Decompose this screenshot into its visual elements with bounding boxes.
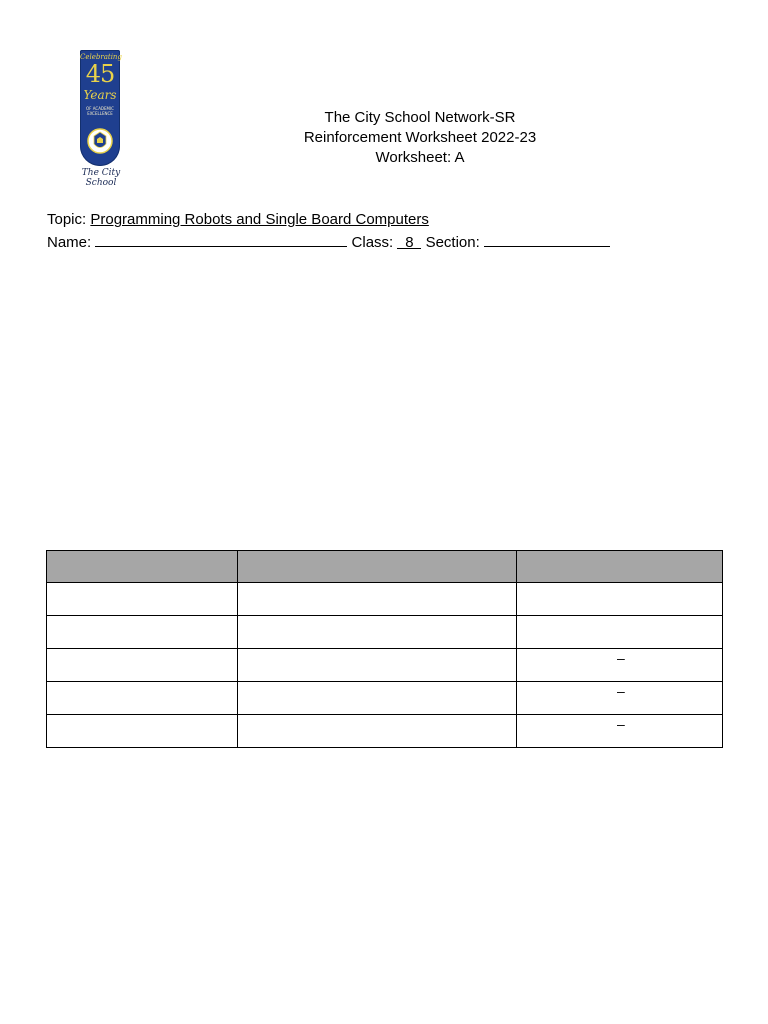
topic-value: Programming Robots and Single Board Computers xyxy=(90,211,429,228)
table-cell[interactable] xyxy=(47,715,238,748)
table-cell[interactable] xyxy=(238,649,517,682)
table-cell[interactable] xyxy=(517,649,723,682)
table-cell[interactable] xyxy=(517,616,723,649)
table-cell[interactable] xyxy=(238,583,517,616)
table-cell[interactable] xyxy=(238,682,517,715)
logo-small-text: OF ACADEMIC EXCELLENCE xyxy=(86,106,114,116)
table-row xyxy=(47,649,723,682)
table-row xyxy=(47,583,723,616)
table-cell[interactable] xyxy=(517,583,723,616)
table-row xyxy=(47,715,723,748)
class-label: Class: xyxy=(351,234,394,251)
class-value: 8 xyxy=(405,234,414,251)
name-field[interactable] xyxy=(95,232,347,247)
table-cell[interactable] xyxy=(47,583,238,616)
cell-mark: – xyxy=(617,683,625,699)
logo-caption: The City School xyxy=(81,168,121,188)
section-label: Section: xyxy=(425,234,480,251)
table-cell[interactable] xyxy=(47,616,238,649)
worksheet-label: Worksheet: A xyxy=(375,149,465,166)
section-field[interactable] xyxy=(484,232,610,247)
topic-label: Topic: xyxy=(47,211,87,228)
cell-mark: – xyxy=(617,650,625,666)
table-header-cell xyxy=(238,551,517,583)
worksheet-title: Reinforcement Worksheet 2022-23 xyxy=(303,129,537,146)
school-network-title: The City School Network-SR xyxy=(324,109,516,126)
table-cell[interactable] xyxy=(47,649,238,682)
table-header-row xyxy=(47,551,723,583)
cell-mark: – xyxy=(617,716,625,732)
school-logo xyxy=(66,50,136,188)
topic-line xyxy=(47,211,429,228)
logo-years: Years xyxy=(83,88,117,102)
table-cell[interactable] xyxy=(517,715,723,748)
worksheet-header xyxy=(220,108,620,168)
name-label: Name: xyxy=(47,234,92,251)
class-field[interactable] xyxy=(397,234,421,249)
table-row xyxy=(47,682,723,715)
logo-banner xyxy=(80,50,120,166)
table-cell[interactable] xyxy=(517,682,723,715)
logo-script-top: Celebrating xyxy=(80,53,122,61)
table-header-cell xyxy=(517,551,723,583)
worksheet-table xyxy=(46,550,723,748)
table-cell[interactable] xyxy=(238,715,517,748)
student-info-line xyxy=(47,232,610,251)
table-cell[interactable] xyxy=(238,616,517,649)
table-row xyxy=(47,616,723,649)
table-cell[interactable] xyxy=(47,682,238,715)
table-header-cell xyxy=(47,551,238,583)
logo-number: 45 xyxy=(85,60,115,88)
crest-icon xyxy=(87,126,113,156)
